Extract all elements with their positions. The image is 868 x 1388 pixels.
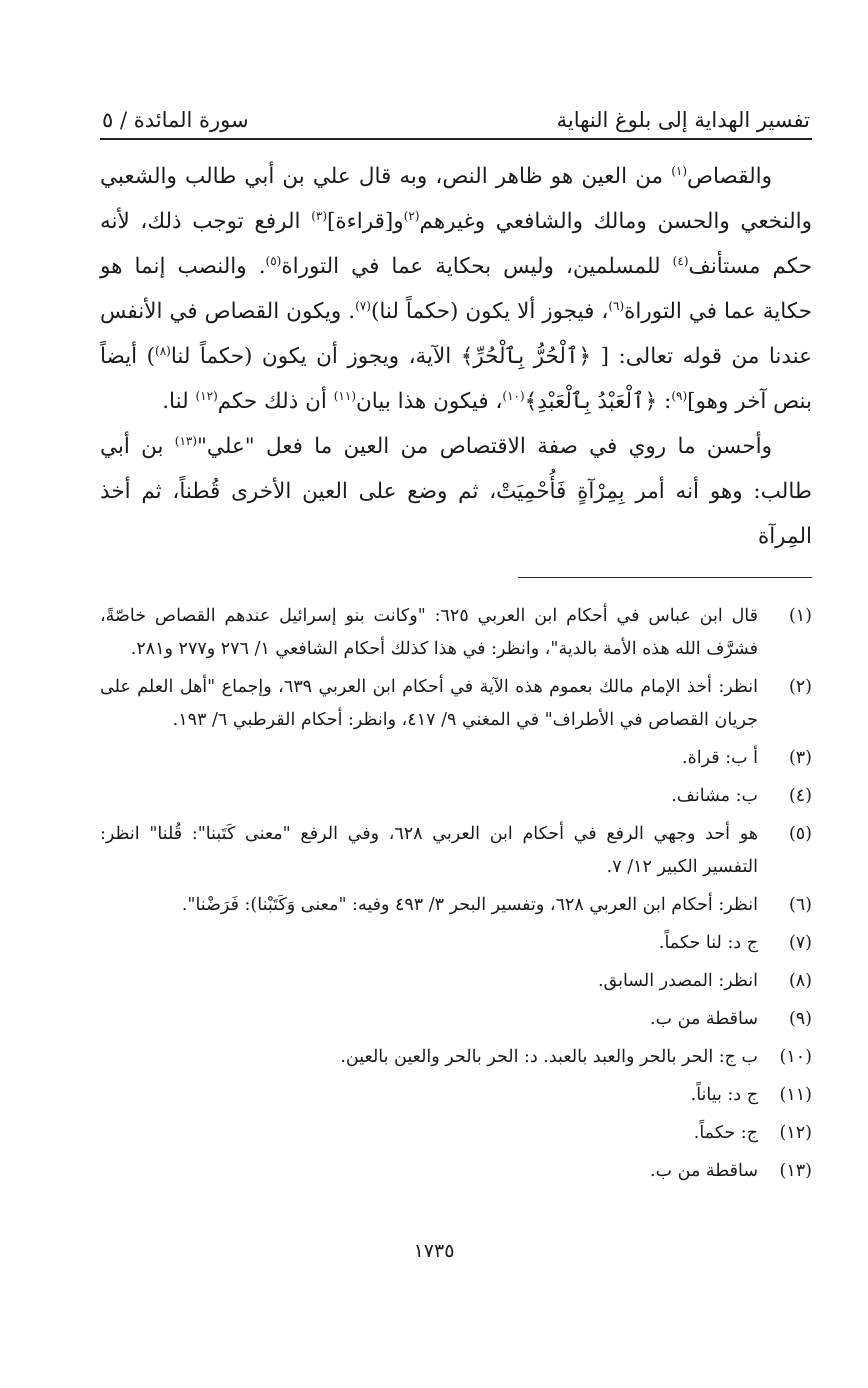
footnote-text: قال ابن عباس في أحكام ابن العربي ٦٢٥: "وكانت بنو إسرائيل عندهم القصاص خاصّةً، فشرَّف الله هذه الأمة بالدية"، وانظر: في هذا كذلك أحكام الشافعي ١/ ٢٧٦ و٢٧٧ و٢٨١. bbox=[100, 606, 758, 659]
footnote-number: (٢) bbox=[788, 677, 812, 697]
footnote-ref[interactable]: (١٣) bbox=[174, 433, 198, 448]
footnote-ref[interactable]: (٦) bbox=[608, 298, 625, 313]
footnote-text: ب ج: الحر بالحر والعبد بالعبد. د: الحر بالحر والعين بالعين. bbox=[340, 1047, 758, 1067]
book-title: تفسير الهداية إلى بلوغ النهاية bbox=[556, 108, 810, 132]
footnote-ref[interactable]: (٣) bbox=[311, 208, 328, 223]
footnote-ref[interactable]: (٩) bbox=[671, 388, 688, 403]
footnote-number: (٨) bbox=[788, 971, 812, 991]
main-text bbox=[100, 154, 812, 559]
footnote-text: انظر: أخذ الإمام مالك بعموم هذه الآية في أحكام ابن العربي ٦٣٩، وإجماع "أهل العلم على جريان القصاص في الأطراف" في المغني ٩/ ٤١٧، وانظر: أحكام القرطبي ٦/ ١٩٣. bbox=[100, 677, 758, 730]
footnotes bbox=[100, 600, 812, 1188]
footnote-ref[interactable]: (٨) bbox=[155, 343, 171, 358]
paragraph-2: وأحسن ما روي في صفة الاقتصاص من العين ما فعل "علي"$^{(١٣)}$ بن أبي طالب: وهو أنه أمر بِمِرْآةٍ فَأُحْمِيَتْ، ثم وضع على العين الأخرى قُطناً، ثم أخذ المِرآة bbox=[100, 433, 812, 549]
footnote-number: (٣) bbox=[788, 748, 812, 768]
footnote-text: ب: مشانف. bbox=[671, 786, 758, 806]
footnote-ref[interactable]: (٤) bbox=[672, 253, 689, 268]
footnote-item bbox=[100, 1117, 812, 1150]
footnote-text: ج: حكماً. bbox=[693, 1123, 758, 1143]
footnote-separator bbox=[518, 577, 812, 578]
footnote-number: (٥) bbox=[788, 824, 812, 844]
footnote-text: هو أحد وجهي الرفع في أحكام ابن العربي ٦٢٨، وفي الرفع "معنى كَتَبنا": قُلنا" انظر: التفسير الكبير ١٢/ ٧. bbox=[100, 824, 758, 877]
surah-label: سورة المائدة / ٥ bbox=[102, 108, 249, 132]
footnote-number: (١٣) bbox=[779, 1161, 812, 1181]
running-header bbox=[100, 92, 812, 138]
footnote-ref[interactable]: (١) bbox=[671, 163, 688, 178]
footnote-item bbox=[100, 818, 812, 884]
footnote-number: (٧) bbox=[788, 933, 812, 953]
footnote-item bbox=[100, 927, 812, 960]
footnote-item bbox=[100, 780, 812, 813]
page-number: ١٧٣٥ bbox=[413, 1240, 455, 1262]
footnote-item bbox=[100, 965, 812, 998]
footnote-ref[interactable]: (١٠) bbox=[502, 388, 525, 403]
footnote-number: (١٢) bbox=[779, 1123, 812, 1143]
footnote-text: انظر: المصدر السابق. bbox=[597, 971, 758, 991]
footnote-ref[interactable]: (٧) bbox=[355, 298, 371, 313]
footnote-number: (١٠) bbox=[779, 1047, 812, 1067]
page-content bbox=[100, 92, 812, 1193]
footnote-item bbox=[100, 1079, 812, 1112]
header-rule bbox=[100, 138, 812, 140]
footnote-number: (١١) bbox=[779, 1085, 812, 1105]
footnote-text: ج د: بياناً. bbox=[690, 1085, 758, 1105]
footnote-number: (٦) bbox=[788, 895, 812, 915]
paragraph-1: والقصاص$^{(١)}$ من العين هو ظاهر النص، وبه قال علي بن أبي طالب والشعبي والنخعي والحسن ومالك والشافعي وغيرهم$^{(٢)}$و[قراءة]$^{(٣)}$ الرفع توجب ذلك، لأنه حكم مستأنف$^{(٤)}$ للمسلمين، وليس بحكاية عما في التوراة$^{(٥)}$. والنصب إنما هو حكاية عما في التوراة$^{(٦)}$، فيجوز ألا يكون (حكماً لنا)$^{(٧)}$. ويكون القصاص في الأنفس عندنا من قوله تعالى: [ ﴿ٱلْحُرُّ بِٱلْحُرِّ﴾ الآية، ويجوز أن يكون (حكماً لنا$^{(٨)}$) أيضاً بنص آخر وهو]$^{(٩)}$: ﴿ٱلْعَبْدُ بِٱلْعَبْدِ﴾$^{(١٠)}$، فيكون هذا بيان$^{(١١)}$ أن ذلك حكم$^{(١٢)}$ لنا. bbox=[100, 163, 812, 414]
footnote-ref[interactable]: (٥) bbox=[265, 253, 282, 268]
footnote-item bbox=[100, 1155, 812, 1188]
footnote-item bbox=[100, 671, 812, 737]
footnote-text: ساقطة من ب. bbox=[650, 1161, 758, 1181]
footnote-number: (١) bbox=[788, 606, 812, 626]
footnote-item bbox=[100, 600, 812, 666]
footnote-item bbox=[100, 1041, 812, 1074]
footnote-item bbox=[100, 742, 812, 775]
footnote-ref[interactable]: (٢) bbox=[403, 208, 420, 223]
footnote-text: انظر: أحكام ابن العربي ٦٢٨، وتفسير البحر ٣/ ٤٩٣ وفيه: "معنى وَكَتَبْنا): فَرَضْنا". bbox=[181, 895, 758, 915]
footnote-item bbox=[100, 889, 812, 922]
footnote-ref[interactable]: (١١) bbox=[333, 388, 356, 403]
footnote-text: ساقطة من ب. bbox=[650, 1009, 758, 1029]
footnote-ref[interactable]: (١٢) bbox=[195, 388, 218, 403]
footnote-text: ج د: لنا حكماً. bbox=[658, 933, 758, 953]
footnote-text: أ ب: قراة. bbox=[682, 748, 758, 768]
footnote-item bbox=[100, 1003, 812, 1036]
footnote-number: (٤) bbox=[788, 786, 812, 806]
footnote-number: (٩) bbox=[788, 1009, 812, 1029]
